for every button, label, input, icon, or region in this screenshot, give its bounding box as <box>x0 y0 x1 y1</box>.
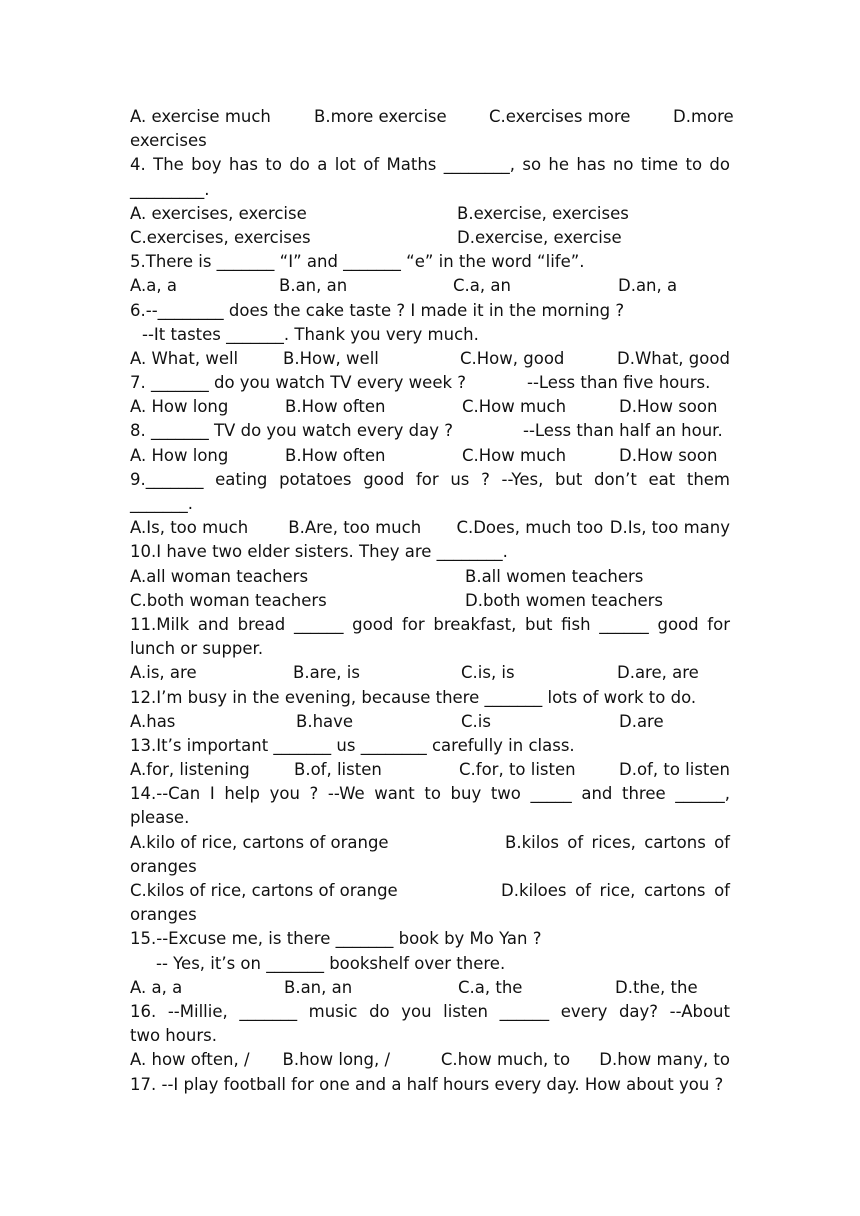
question-9-stem: 9._______ eating potatoes good for us ? --Yes, but don’t eat them <box>130 469 730 489</box>
question-7 <box>130 371 730 395</box>
option-c: C.exercises, exercises <box>130 227 311 247</box>
question-7-stem: 7. _______ do you watch TV every week ? <box>130 373 467 393</box>
option-b: B.have <box>296 711 354 731</box>
q7-options <box>130 395 730 419</box>
option-b: B.an, an <box>279 276 348 296</box>
q16-options <box>130 1048 730 1072</box>
q11-options <box>130 661 730 685</box>
option-c: C.is <box>461 711 491 731</box>
option-c: C.for, to listen <box>459 760 576 780</box>
option-d: D.What, good <box>617 348 730 368</box>
option-d: D.both women teachers <box>465 590 663 610</box>
option-d-continued: exercises <box>130 131 207 151</box>
worksheet <box>130 105 734 1097</box>
q8-options <box>130 444 730 468</box>
question-8 <box>130 419 730 443</box>
q14-options-row2 <box>130 879 730 903</box>
option-d: D.of, to listen <box>619 760 730 780</box>
question-12-stem: 12.I’m busy in the evening, because there _______ lots of work to do. <box>130 687 697 707</box>
option-c: C.How much <box>462 397 567 417</box>
option-b: B.more exercise <box>314 107 447 126</box>
option-a: A. What, well <box>130 348 239 368</box>
question-10-stem: 10.I have two elder sisters. They are ________. <box>130 542 508 562</box>
option-d: D.exercise, exercise <box>457 227 622 247</box>
option-c: C.exercises more <box>489 107 631 126</box>
q5-options <box>130 274 730 298</box>
option-a: A. How long <box>130 445 229 465</box>
option-c: C.How much <box>462 445 567 465</box>
option-b-continued: oranges <box>130 856 197 876</box>
question-11-stem: 11.Milk and bread ______ good for breakfast, but fish ______ good for <box>130 614 730 634</box>
option-d-continued: oranges <box>130 905 197 925</box>
q15-options <box>130 976 730 1000</box>
option-c: C.how much, to <box>440 1050 571 1070</box>
question-11-stem-cont: lunch or supper. <box>130 639 264 659</box>
option-a: A.Is, too much <box>130 518 249 538</box>
q14-options-row1 <box>130 831 730 855</box>
option-d: D.an, a <box>618 276 678 296</box>
q10-options-row1 <box>130 565 730 589</box>
option-c: C.How, good <box>460 348 565 368</box>
option-c: C.is, is <box>461 663 515 683</box>
q12-options <box>130 710 730 734</box>
option-d: D.how many, to <box>599 1050 730 1070</box>
option-d: D.kiloes of rice, cartons of <box>501 881 730 900</box>
option-a: A.a, a <box>130 276 177 296</box>
question-4-stem: 4. The boy has to do a lot of Maths ________, so he has no time to do <box>130 155 730 175</box>
option-a: A.is, are <box>130 663 197 683</box>
option-d: D.the, the <box>615 977 698 997</box>
question-6-reply: --It tastes _______. Thank you very much. <box>142 324 479 344</box>
q13-options <box>130 758 730 782</box>
question-14-stem-cont: please. <box>130 808 190 828</box>
question-15-stem: 15.--Excuse me, is there _______ book by Mo Yan ? <box>130 929 542 949</box>
option-d: D.How soon <box>619 397 718 417</box>
question-8-reply: --Less than half an hour. <box>523 421 723 441</box>
option-b: B.Are, too much <box>288 518 422 538</box>
option-a: A.all woman teachers <box>130 566 309 586</box>
option-b: B.How, well <box>283 348 379 368</box>
option-b: B.all women teachers <box>465 566 644 586</box>
option-b: B.How often <box>285 445 386 465</box>
question-13-stem: 13.It’s important _______ us ________ carefully in class. <box>130 735 575 755</box>
option-d: D.more <box>673 107 734 126</box>
q9-options <box>130 516 730 540</box>
q10-options-row2 <box>130 589 730 613</box>
option-b: B.an, an <box>284 977 353 997</box>
question-6-stem: 6.--________ does the cake taste ? I made it in the morning ? <box>130 300 625 320</box>
question-5-stem: 5.There is _______ “I” and _______ “e” in the word “life”. <box>130 252 585 272</box>
question-8-stem: 8. _______ TV do you watch every day ? <box>130 421 454 441</box>
q4-options-row2 <box>130 226 730 250</box>
option-d: D.are <box>619 711 664 731</box>
q4-options-row1 <box>130 202 730 226</box>
option-c: C.kilos of rice, cartons of orange <box>130 881 398 900</box>
option-b: B.are, is <box>293 663 360 683</box>
question-16-stem-cont: two hours. <box>130 1026 217 1046</box>
option-b: B.of, listen <box>294 760 382 780</box>
option-c: C.a, an <box>453 276 511 296</box>
option-c: C.both woman teachers <box>130 590 327 610</box>
option-b: B.exercise, exercises <box>457 203 629 223</box>
option-a: A.has <box>130 711 176 731</box>
option-b: B.How often <box>285 397 386 417</box>
option-d: D.How soon <box>619 445 718 465</box>
option-d: D.Is, too many <box>609 518 730 538</box>
question-17-stem: 17. --I play football for one and a half hours every day. How about you ? <box>130 1074 724 1094</box>
option-a: A. a, a <box>130 977 183 997</box>
question-15-reply: -- Yes, it’s on _______ bookshelf over there. <box>156 953 506 973</box>
option-b: B.how long, / <box>282 1050 391 1070</box>
option-c: C.a, the <box>458 977 523 997</box>
question-14-stem: 14.--Can I help you ? --We want to buy two _____ and three ______, <box>130 784 730 804</box>
option-d: D.are, are <box>617 663 699 683</box>
option-a: A. exercises, exercise <box>130 203 307 223</box>
option-c: C.Does, much too <box>456 518 604 538</box>
option-b: B.kilos of rices, cartons of <box>505 832 730 852</box>
option-a: A.for, listening <box>130 760 250 780</box>
option-a: A.kilo of rice, cartons of orange <box>130 832 389 852</box>
option-a: A. How long <box>130 397 229 417</box>
q3-options <box>130 105 734 129</box>
question-7-reply: --Less than five hours. <box>527 373 711 393</box>
q6-options <box>130 347 730 371</box>
option-a: A. how often, / <box>130 1050 250 1070</box>
option-a: A. exercise much <box>130 107 271 126</box>
question-16-stem: 16. --Millie, _______ music do you listen ______ every day? --About <box>130 1001 730 1021</box>
question-9-stem-cont: _______. <box>130 494 193 513</box>
question-4-stem-cont: _________. <box>130 179 210 199</box>
